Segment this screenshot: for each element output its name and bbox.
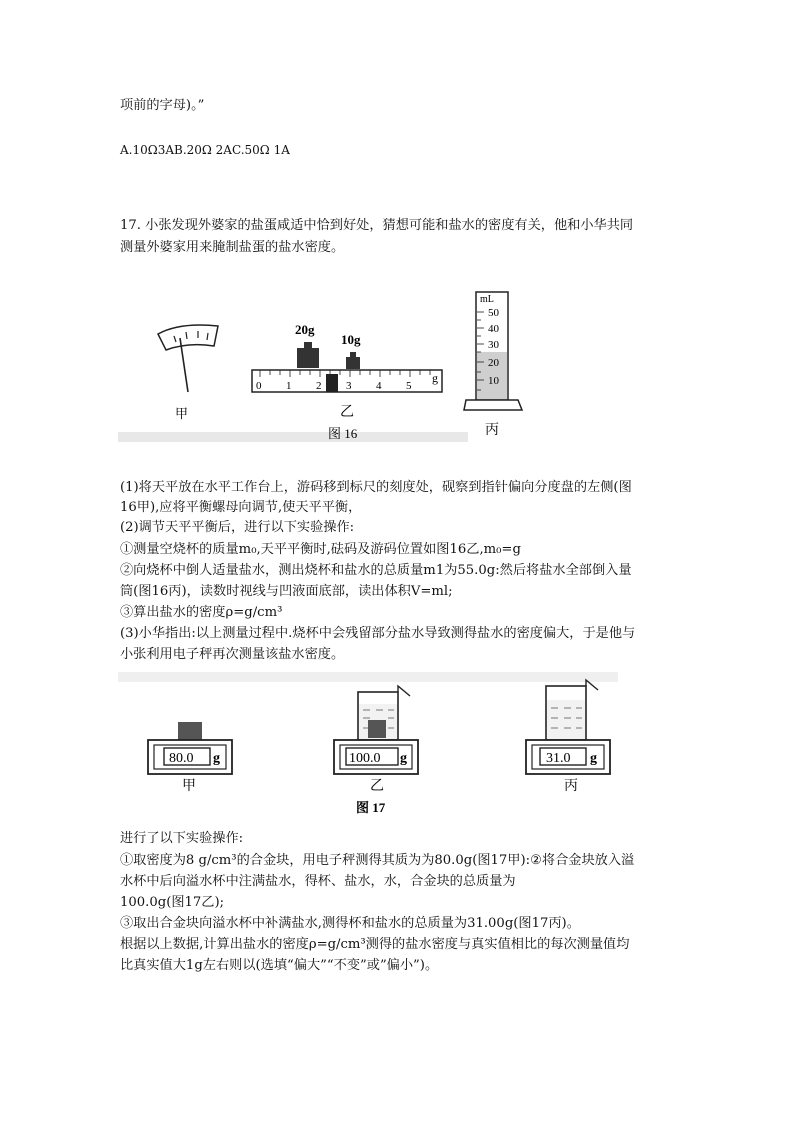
options-line: A.10Ω3AB.20Ω 2AC.50Ω 1A [120,143,290,157]
ruler-tick: 1 [286,380,292,392]
label-bing: 丙 [485,423,499,438]
ruler-tick: 4 [376,380,382,392]
question-17-line: 17. 小张发现外婆家的盐蛋咸适中恰到好处，猜想可能和盐水的密度有关，他和小华共同 [120,218,634,233]
ruler-tick: 3 [346,380,352,392]
label-jia: 甲 [175,406,189,421]
text-line: 项前的字母)。” [120,98,205,113]
text-line: ③算出盐水的密度ρ=g/cm³ [120,605,283,620]
text-line: 根据以上数据,计算出盐水的密度ρ=g/cm³测得的盐水密度与真实值相比的每次测量值均 [120,937,630,952]
cylinder-tick: 50 [488,307,499,319]
alloy-block [178,722,202,740]
cylinder-tick: 10 [488,375,499,387]
fig17-caption: 图 17 [356,800,386,815]
ruler-tick: 0 [256,380,262,392]
cylinder-tick: 20 [488,357,499,369]
text-line: 进行了以下实验操作: [120,831,244,846]
measuring-cylinder-bing [464,292,522,438]
text-line: ③取出合金块向溢水杯中补满盐水,测得杯和盐水的总质量为31.00g(图17丙)。 [120,916,580,931]
cylinder-unit: mL [480,294,494,305]
alloy-block [368,720,386,738]
text-line: (2)调节天平平衡后，进行以下实验操作: [120,520,355,535]
text-line: 比真实值大1g左右则以(选填“偏大”“不变”或”偏小”)。 [120,958,439,973]
text-line: (1)将天平放在水平工作台上，游码移到标尺的刻度处，砚察到指针偏向分度盘的左侧(图 [120,480,632,495]
ruler-yi [252,322,442,441]
weight-10g-label: 10g [341,332,361,347]
scale-reading: 80.0 [169,751,194,766]
text-line: ①取密度为8 g/cm³的合金块，用电子秤测得其质为为80.0g(图17甲):②将合金块放入溢 [120,853,635,868]
ruler-unit: g [432,371,438,385]
scale-reading: 31.0 [546,751,571,766]
figure-17 [118,672,618,822]
label-yi: 乙 [370,779,384,794]
scale-jia [148,722,232,794]
ruler-tick: 2 [316,380,322,392]
scale-unit: g [400,751,407,766]
figure-16 [118,286,538,446]
text-line: 测量外婆家用来腌制盐蛋的盐水密度。 [120,240,345,255]
cylinder-tick: 30 [488,339,499,351]
fig16-caption: 图 16 [328,426,358,441]
text-line: ②向烧杯中倒人适量盐水，测出烧杯和盐水的总质量m1为55.0g:然后将盐水全部倒入量 [120,563,632,578]
weight-10g [346,357,360,369]
scale-yi [334,686,418,815]
scale-reading: 100.0 [349,751,381,766]
text-line: 小张利用电子秤再次测量该盐水密度。 [120,647,345,662]
balance-dial-jia [158,325,218,421]
weight-20g [297,348,319,368]
scale-unit: g [590,751,597,766]
scale-unit: g [213,751,220,766]
text-line: 100.0g(图17乙); [120,895,225,910]
label-jia: 甲 [182,779,196,794]
text-line: 16甲),应将平衡螺母向调节,使天平平衡， [120,500,362,515]
text-line: (3)小华指出:以上测量过程中.烧杯中会残留部分盐水导致测得盐水的密度偏大，于是他与 [120,626,636,641]
weight-20g-label: 20g [295,322,315,337]
text-line: 水杯中后向溢水杯中注满盐水，得杯、盐水，水，合金块的总质量为 [120,874,516,889]
rider-slider [326,374,338,392]
ruler-tick: 5 [406,380,412,392]
label-bing: 丙 [564,779,578,794]
scale-bing [526,680,610,794]
cylinder-tick: 40 [488,323,499,335]
text-line: ①测量空烧杯的质量m₀,天平平衡时,砝码及游码位置如图16乙,m₀=g [120,542,521,557]
text-line: 筒(图16丙)，读数时视线与凹液面底部，读出体积V=ml; [120,584,453,599]
label-yi: 乙 [340,405,354,420]
